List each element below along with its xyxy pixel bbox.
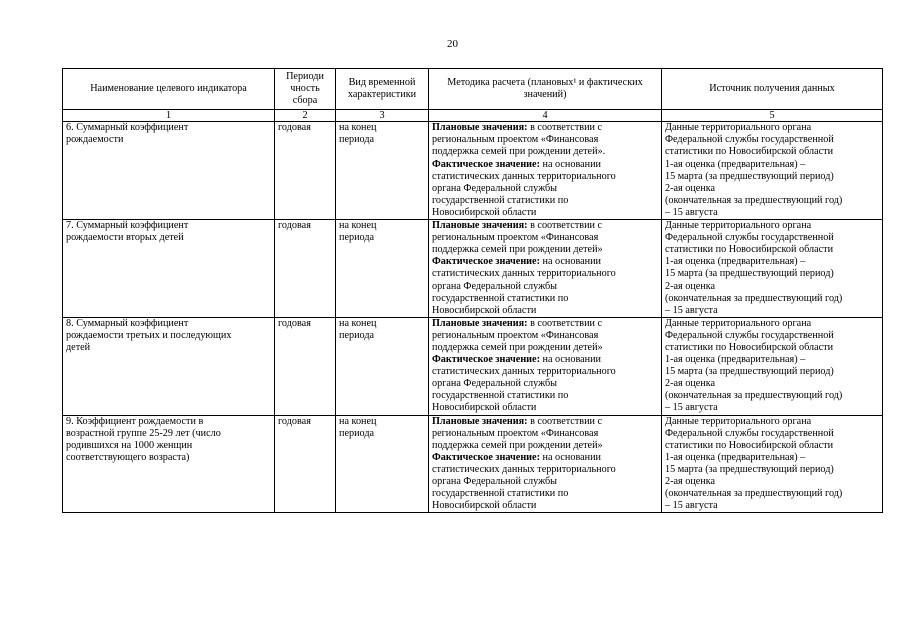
source-line: 2-ая оценка (665, 182, 716, 194)
source-line: статистики по Новосибирской области (665, 244, 834, 256)
actual-text: на основании (542, 451, 602, 463)
source-line: 2-ая оценка (665, 378, 716, 390)
source-line: 1-ая оценка (предварительная) – (665, 451, 806, 463)
method-cell (429, 122, 662, 220)
table-row (63, 317, 883, 415)
indicator-name-line: рождаемости третьих и последующих (66, 329, 232, 341)
actual-text-line: Новосибирской области (432, 206, 537, 218)
header-time-type: Вид временной характеристики (336, 69, 429, 110)
periodicity-cell (275, 122, 336, 220)
indicator-name-line: возрастной группе 25-29 лет (число (66, 427, 221, 439)
source-line: Данные территориального органа (665, 122, 812, 134)
time-type-cell (336, 415, 429, 513)
source-line: (окончательная за предшествующий год) (665, 488, 843, 500)
time-type-line: периода (339, 232, 375, 244)
planned-text: в соответствии с (530, 122, 603, 134)
periodicity-cell (275, 415, 336, 513)
actual-text-line: Новосибирской области (432, 500, 537, 512)
indicator-name-line: 8. Суммарный коэффициент (66, 317, 189, 329)
source-line: Данные территориального органа (665, 415, 812, 427)
planned-label: Плановые значения: (432, 122, 528, 134)
source-line: – 15 августа (665, 402, 718, 414)
planned-text-line: региональным проектом «Финансовая (432, 427, 599, 439)
periodicity-value: годовая (278, 122, 311, 134)
source-line: 2-ая оценка (665, 476, 716, 487)
source-cell (662, 220, 883, 318)
header-method: Методика расчета (плановых¹ и фактических значений) (429, 69, 662, 110)
actual-text: на основании (542, 354, 602, 366)
planned-line (432, 318, 658, 330)
time-type-line: периода (339, 427, 375, 439)
actual-text: на основании (542, 256, 602, 268)
column-number: 3 (336, 110, 429, 122)
indicator-name-cell (63, 415, 275, 513)
periodicity-value: годовая (278, 220, 311, 232)
periodicity-value: годовая (278, 317, 311, 329)
source-line: – 15 августа (665, 304, 718, 316)
planned-text-line: региональным проектом «Финансовая (432, 329, 599, 341)
time-type-cell (336, 317, 429, 415)
planned-label: Плановые значения: (432, 220, 528, 232)
actual-text-line: государственной статистики по (432, 292, 569, 304)
source-line: статистики по Новосибирской области (665, 439, 834, 451)
time-type-line: на конец (339, 220, 377, 232)
source-line: 1-ая оценка (предварительная) – (665, 158, 806, 170)
planned-text-line: поддержка семей при рождении детей». (432, 146, 606, 158)
time-type-line: на конец (339, 122, 377, 134)
source-line: Федеральной службы государственной (665, 427, 834, 439)
column-number: 2 (275, 110, 336, 122)
planned-text-line: региональным проектом «Финансовая (432, 232, 599, 244)
actual-line (432, 452, 658, 464)
table-body (63, 122, 883, 513)
column-number: 5 (662, 110, 883, 122)
source-line: – 15 августа (665, 206, 718, 218)
actual-text-line: статистических данных территориального (432, 366, 616, 378)
source-line: 15 марта (за предшествующий период) (665, 170, 834, 182)
table-row (63, 122, 883, 220)
header-periodicity: Периоди чность сбора (275, 69, 336, 110)
actual-line (432, 256, 658, 268)
actual-text-line: органа Федеральной службы (432, 476, 558, 487)
indicator-name-line: рождаемости (66, 134, 124, 146)
source-line: Федеральной службы государственной (665, 232, 834, 244)
source-line: статистики по Новосибирской области (665, 146, 834, 158)
actual-text-line: государственной статистики по (432, 194, 569, 206)
indicator-name-line: рождаемости вторых детей (66, 232, 184, 244)
source-line: 1-ая оценка (предварительная) – (665, 354, 806, 366)
time-type-cell (336, 122, 429, 220)
planned-text-line: поддержка семей при рождении детей» (432, 439, 603, 451)
actual-text-line: статистических данных территориального (432, 268, 616, 280)
source-line: (окончательная за предшествующий год) (665, 194, 843, 206)
source-cell (662, 317, 883, 415)
actual-label: Фактическое значение: (432, 354, 540, 366)
method-cell (429, 415, 662, 513)
method-cell (429, 317, 662, 415)
indicator-name-line: 9. Коэффициент рождаемости в (66, 415, 204, 427)
source-line: Данные территориального органа (665, 220, 812, 232)
column-number-row (63, 110, 883, 122)
actual-text-line: статистических данных территориального (432, 463, 616, 475)
planned-label: Плановые значения: (432, 317, 528, 329)
planned-text: в соответствии с (530, 317, 603, 329)
method-cell (429, 220, 662, 318)
source-line: 2-ая оценка (665, 280, 716, 292)
actual-text-line: Новосибирской области (432, 402, 537, 414)
planned-text-line: поддержка семей при рождении детей» (432, 341, 603, 353)
source-line: Федеральной службы государственной (665, 329, 834, 341)
time-type-line: периода (339, 329, 375, 341)
actual-text-line: органа Федеральной службы (432, 280, 558, 292)
indicator-name-line: 6. Суммарный коэффициент (66, 122, 189, 134)
planned-text-line: поддержка семей при рождении детей» (432, 244, 603, 256)
planned-line (432, 220, 658, 232)
planned-line (432, 416, 658, 428)
actual-text-line: государственной статистики по (432, 488, 569, 500)
indicator-name-line: родившихся на 1000 женщин (66, 439, 193, 451)
header-source: Источник получения данных (662, 69, 883, 110)
time-type-line: периода (339, 134, 375, 146)
time-type-line: на конец (339, 415, 377, 427)
source-line: (окончательная за предшествующий год) (665, 292, 843, 304)
actual-text-line: органа Федеральной службы (432, 182, 558, 194)
source-line: 15 марта (за предшествующий период) (665, 366, 834, 378)
table-row (63, 220, 883, 318)
indicator-name-line: детей (66, 341, 91, 353)
column-number: 4 (429, 110, 662, 122)
table-header-row (63, 69, 883, 110)
source-line: статистики по Новосибирской области (665, 341, 834, 353)
planned-label: Плановые значения: (432, 415, 528, 427)
source-cell (662, 122, 883, 220)
source-line: 15 марта (за предшествующий период) (665, 463, 834, 475)
source-line: 15 марта (за предшествующий период) (665, 268, 834, 280)
planned-text: в соответствии с (530, 415, 603, 427)
actual-line (432, 159, 658, 171)
indicator-name-line: соответствующего возраста) (66, 451, 190, 463)
indicators-table (62, 68, 883, 513)
source-line: (окончательная за предшествующий год) (665, 390, 843, 402)
actual-text-line: органа Федеральной службы (432, 378, 558, 390)
actual-label: Фактическое значение: (432, 451, 540, 463)
actual-text: на основании (542, 158, 602, 170)
indicator-name-line: 7. Суммарный коэффициент (66, 220, 189, 232)
source-cell (662, 415, 883, 513)
planned-line (432, 122, 658, 134)
planned-text: в соответствии с (530, 220, 603, 232)
source-line: Данные территориального органа (665, 317, 812, 329)
periodicity-value: годовая (278, 415, 311, 427)
indicator-name-cell (63, 220, 275, 318)
actual-text-line: Новосибирской области (432, 304, 537, 316)
indicator-name-cell (63, 317, 275, 415)
actual-label: Фактическое значение: (432, 158, 540, 170)
actual-text-line: государственной статистики по (432, 390, 569, 402)
source-line: Федеральной службы государственной (665, 134, 834, 146)
actual-label: Фактическое значение: (432, 256, 540, 268)
actual-line (432, 354, 658, 366)
periodicity-cell (275, 220, 336, 318)
column-number: 1 (63, 110, 275, 122)
periodicity-cell (275, 317, 336, 415)
time-type-cell (336, 220, 429, 318)
page-number: 20 (447, 38, 458, 50)
header-indicator-name: Наименование целевого индикатора (63, 69, 275, 110)
indicator-name-cell (63, 122, 275, 220)
planned-text-line: региональным проектом «Финансовая (432, 134, 599, 146)
source-line: 1-ая оценка (предварительная) – (665, 256, 806, 268)
source-line: – 15 августа (665, 500, 718, 512)
time-type-line: на конец (339, 317, 377, 329)
actual-text-line: статистических данных территориального (432, 170, 616, 182)
table-row (63, 415, 883, 513)
